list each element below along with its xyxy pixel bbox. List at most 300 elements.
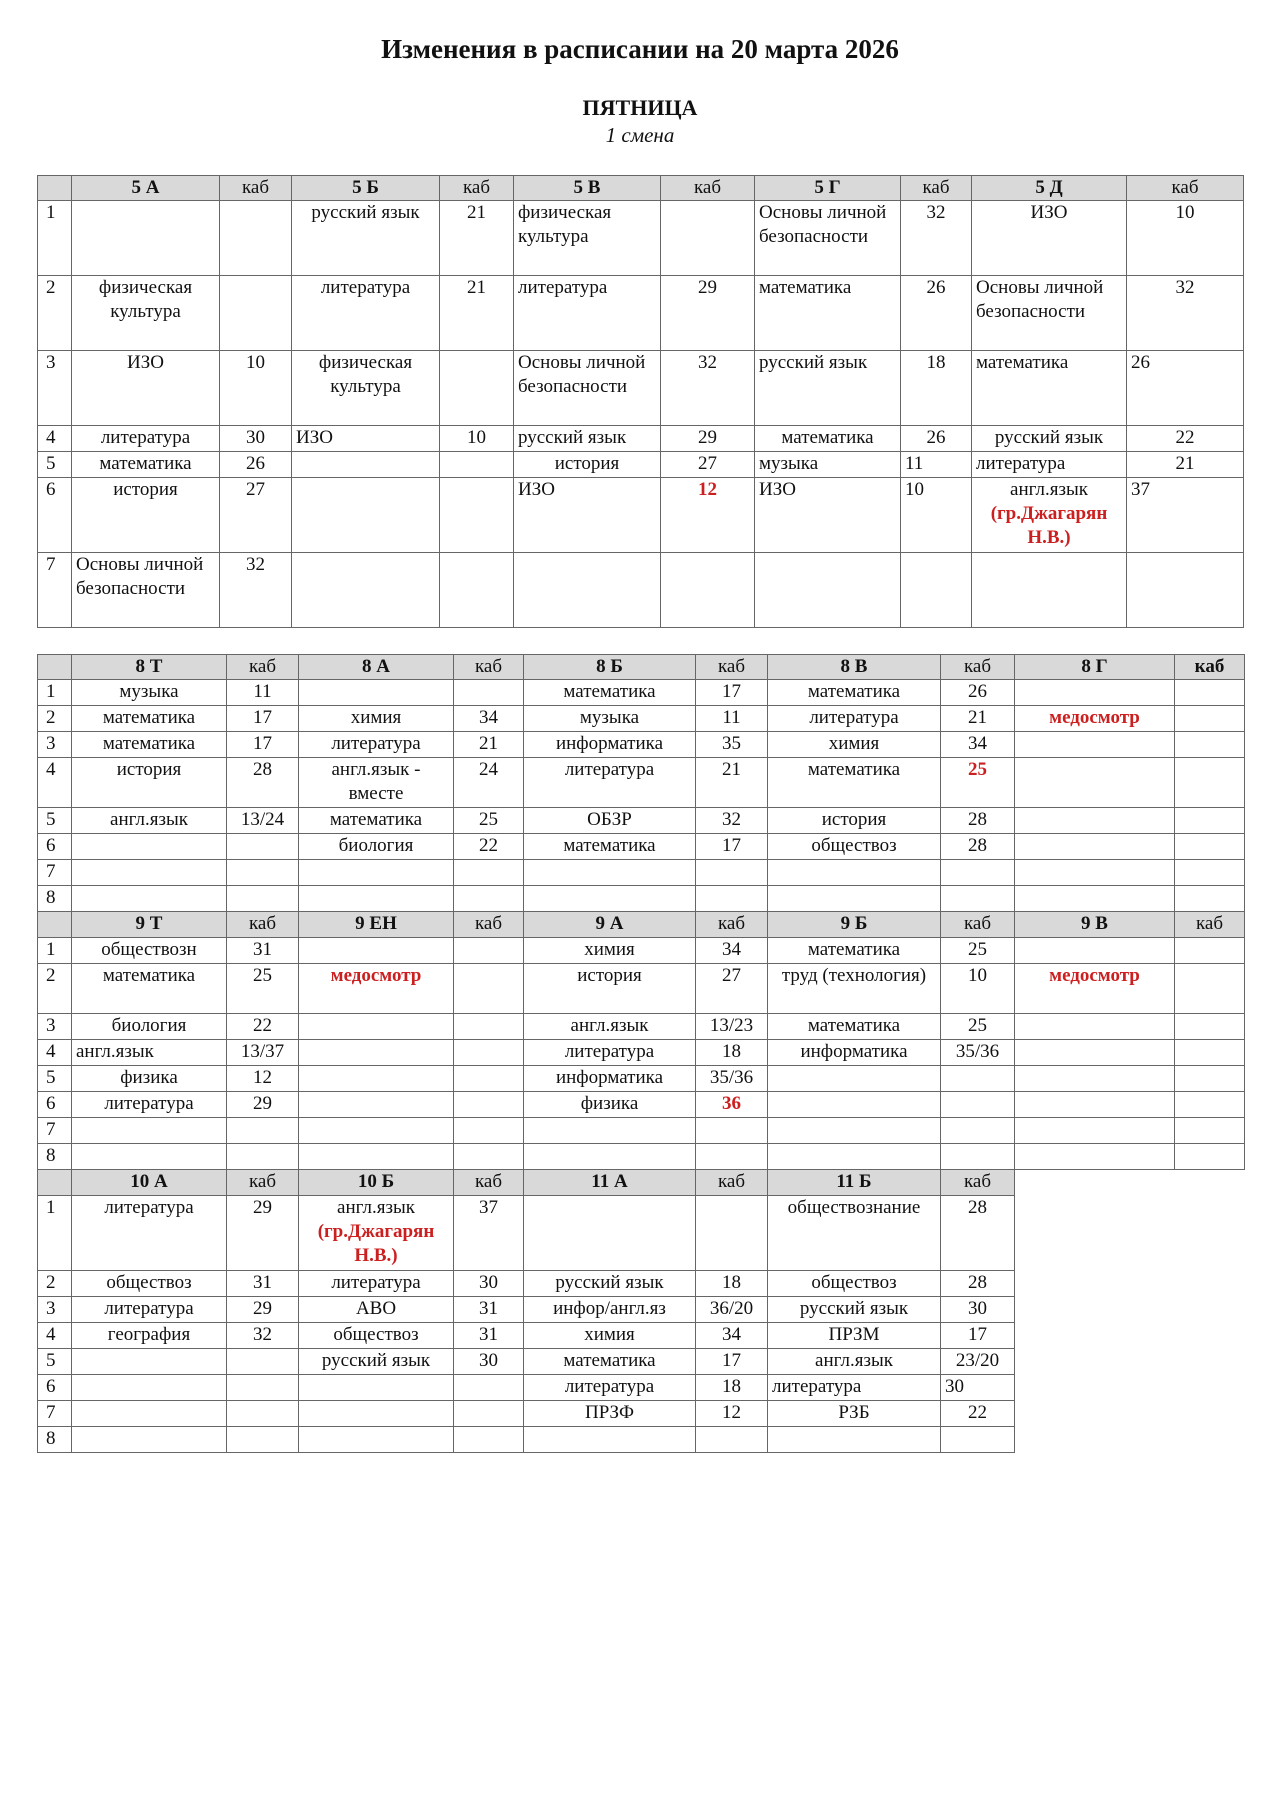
kab-header: каб — [661, 176, 755, 201]
subject-cell: химия — [524, 1323, 696, 1349]
room-cell — [454, 680, 524, 706]
subject-cell — [1015, 1144, 1175, 1170]
lesson-number: 6 — [38, 1092, 72, 1118]
subject-cell — [755, 553, 901, 628]
room-cell — [661, 553, 755, 628]
subject-cell: русский язык — [972, 426, 1127, 452]
table-row — [38, 1196, 1245, 1271]
class-header: 8 Т — [72, 655, 227, 680]
kab-header: каб — [1127, 176, 1244, 201]
table-row — [38, 1014, 1245, 1040]
room-cell: 27 — [661, 452, 755, 478]
subject-cell — [292, 553, 440, 628]
subject-cell — [299, 1375, 454, 1401]
room-cell — [941, 860, 1015, 886]
room-cell — [440, 553, 514, 628]
subject-text: англ.язык — [1010, 479, 1088, 500]
room-cell: 17 — [696, 834, 768, 860]
subject-cell: информатика — [524, 732, 696, 758]
subject-cell — [768, 1427, 941, 1453]
subject-cell: литература — [299, 732, 454, 758]
kab-header: каб — [696, 1170, 768, 1196]
room-cell: 32 — [220, 553, 292, 628]
subject-cell: англ.язык — [768, 1349, 941, 1375]
class-header: 10 Б — [299, 1170, 454, 1196]
room-cell: 26 — [220, 452, 292, 478]
table-row — [38, 1092, 1245, 1118]
room-cell: 17 — [696, 1349, 768, 1375]
subject-cell: математика — [768, 1014, 941, 1040]
class-header: 8 А — [299, 655, 454, 680]
room-cell: 31 — [454, 1297, 524, 1323]
room-cell — [440, 351, 514, 426]
subject-cell: обществоз — [768, 834, 941, 860]
room-cell: 32 — [696, 808, 768, 834]
room-cell: 26 — [941, 680, 1015, 706]
subject-cell: ИЗО — [292, 426, 440, 452]
room-cell: 25 — [454, 808, 524, 834]
kab-header: каб — [1175, 655, 1245, 680]
room-cell — [941, 1066, 1015, 1092]
subject-cell: история — [514, 452, 661, 478]
subject-cell: литература — [972, 452, 1127, 478]
room-cell: 27 — [220, 478, 292, 553]
subject-cell: литература — [524, 758, 696, 808]
table-row — [38, 1144, 1245, 1170]
lesson-number: 8 — [38, 886, 72, 912]
kab-header: каб — [227, 655, 299, 680]
subject-cell: англ.язык — [72, 808, 227, 834]
subject-cell: литература — [72, 426, 220, 452]
subject-cell — [72, 1401, 227, 1427]
lesson-number: 7 — [38, 1401, 72, 1427]
room-cell: 26 — [901, 426, 972, 452]
subject-cell — [1015, 1014, 1175, 1040]
kab-header: каб — [440, 176, 514, 201]
class-header: 9 Т — [72, 912, 227, 938]
subject-cell: история — [72, 478, 220, 553]
lesson-number: 7 — [38, 1118, 72, 1144]
subject-cell — [72, 1118, 227, 1144]
subject-cell — [524, 1118, 696, 1144]
lesson-number: 4 — [38, 1040, 72, 1066]
table-header-row — [38, 655, 1245, 680]
room-cell: 30 — [220, 426, 292, 452]
subject-cell: физическая культура — [292, 351, 440, 426]
subject-cell: музыка — [524, 706, 696, 732]
empty-area — [1015, 1349, 1245, 1375]
subject-cell: физика — [524, 1092, 696, 1118]
subject-cell — [299, 860, 454, 886]
lesson-number: 5 — [38, 452, 72, 478]
subject-cell — [299, 1066, 454, 1092]
subject-cell: история — [768, 808, 941, 834]
room-cell — [941, 1144, 1015, 1170]
class-header: 5 Б — [292, 176, 440, 201]
room-cell: 17 — [941, 1323, 1015, 1349]
room-cell: 29 — [227, 1297, 299, 1323]
subject-cell: музыка — [72, 680, 227, 706]
room-cell: 21 — [696, 758, 768, 808]
subject-cell: русский язык — [768, 1297, 941, 1323]
room-cell — [1175, 886, 1245, 912]
medical-exam-cell: медосмотр — [299, 964, 454, 1014]
kab-header: каб — [227, 1170, 299, 1196]
subject-cell: литература — [72, 1297, 227, 1323]
subject-cell: инфор/англ.яз — [524, 1297, 696, 1323]
subject-cell: математика — [524, 834, 696, 860]
kab-header: каб — [941, 1170, 1015, 1196]
room-cell: 23/20 — [941, 1349, 1015, 1375]
lesson-number: 7 — [38, 860, 72, 886]
subject-cell — [299, 1014, 454, 1040]
room-cell: 11 — [696, 706, 768, 732]
empty-area — [1015, 1297, 1245, 1323]
weekday-label: ПЯТНИЦА — [582, 95, 698, 120]
subject-cell — [768, 1092, 941, 1118]
room-cell — [941, 1118, 1015, 1144]
lesson-number: 5 — [38, 1349, 72, 1375]
room-cell: 21 — [454, 732, 524, 758]
subject-cell: история — [524, 964, 696, 1014]
room-cell: 18 — [696, 1271, 768, 1297]
class-header: 8 Б — [524, 655, 696, 680]
subject-cell: обществознание — [768, 1196, 941, 1271]
subject-cell — [299, 886, 454, 912]
room-cell — [1175, 860, 1245, 886]
room-cell: 31 — [454, 1323, 524, 1349]
lesson-number: 5 — [38, 808, 72, 834]
lesson-number: 3 — [38, 732, 72, 758]
room-cell — [454, 860, 524, 886]
room-cell — [941, 1427, 1015, 1453]
room-cell — [1175, 1092, 1245, 1118]
subject-cell: история — [72, 758, 227, 808]
lesson-number: 1 — [38, 938, 72, 964]
subject-cell: математика — [524, 680, 696, 706]
room-cell-changed: 25 — [941, 758, 1015, 808]
kab-header: каб — [454, 1170, 524, 1196]
room-cell: 12 — [696, 1401, 768, 1427]
room-cell — [1175, 1066, 1245, 1092]
subject-cell — [72, 1427, 227, 1453]
room-cell: 10 — [901, 478, 972, 553]
empty-area — [1015, 1427, 1245, 1453]
room-cell — [1175, 938, 1245, 964]
kab-header: каб — [901, 176, 972, 201]
subject-cell: Основы личной безопасности — [755, 201, 901, 276]
subject-cell: РЗБ — [768, 1401, 941, 1427]
room-cell — [1127, 553, 1244, 628]
subject-cell — [1015, 886, 1175, 912]
group-teacher-note: (гр.Джагарян Н.В.) — [317, 1221, 435, 1266]
group-teacher-note: (гр.Джагарян Н.В.) — [990, 503, 1108, 548]
room-cell: 35 — [696, 732, 768, 758]
subject-cell — [1015, 860, 1175, 886]
room-cell: 29 — [661, 276, 755, 351]
schedule-table-grades8-11 — [37, 654, 1245, 1453]
subject-cell — [72, 886, 227, 912]
lesson-number: 4 — [38, 758, 72, 808]
room-cell: 36/20 — [696, 1297, 768, 1323]
table-row — [38, 964, 1245, 1014]
room-cell — [454, 938, 524, 964]
lesson-number: 1 — [38, 201, 72, 276]
room-cell: 10 — [1127, 201, 1244, 276]
class-header: 9 А — [524, 912, 696, 938]
subject-cell — [299, 1427, 454, 1453]
room-cell: 26 — [1127, 351, 1244, 426]
room-cell: 28 — [227, 758, 299, 808]
subject-cell: литература — [72, 1196, 227, 1271]
subject-cell: англ.язык — [524, 1014, 696, 1040]
subject-cell — [524, 1427, 696, 1453]
table-row — [38, 1066, 1245, 1092]
subject-cell: ПРЗФ — [524, 1401, 696, 1427]
subject-cell — [524, 860, 696, 886]
lesson-number: 6 — [38, 478, 72, 553]
room-cell: 34 — [696, 938, 768, 964]
subject-cell — [1015, 938, 1175, 964]
subject-cell: обществоз — [768, 1271, 941, 1297]
subject-cell: ИЗО — [514, 478, 661, 553]
room-cell: 28 — [941, 1196, 1015, 1271]
table-header-row — [38, 1170, 1245, 1196]
subject-cell — [292, 478, 440, 553]
table-row — [38, 276, 1244, 351]
subject-cell — [72, 834, 227, 860]
subject-cell: литература — [514, 276, 661, 351]
lesson-number: 7 — [38, 553, 72, 628]
room-cell — [696, 860, 768, 886]
room-cell — [1175, 1144, 1245, 1170]
subject-cell: русский язык — [524, 1271, 696, 1297]
room-cell-changed: 36 — [696, 1092, 768, 1118]
subject-cell: англ.язык — [72, 1040, 227, 1066]
subject-cell — [1015, 680, 1175, 706]
subject-cell — [299, 680, 454, 706]
room-cell: 28 — [941, 808, 1015, 834]
room-cell: 22 — [454, 834, 524, 860]
subject-cell — [1015, 834, 1175, 860]
subject-cell: Основы личной безопасности — [514, 351, 661, 426]
room-cell: 25 — [941, 938, 1015, 964]
room-cell: 35/36 — [696, 1066, 768, 1092]
room-cell: 31 — [227, 938, 299, 964]
room-cell: 29 — [661, 426, 755, 452]
room-cell — [220, 276, 292, 351]
room-cell: 28 — [941, 1271, 1015, 1297]
table-row — [38, 886, 1245, 912]
class-header: 5 В — [514, 176, 661, 201]
table-row — [38, 452, 1244, 478]
empty-area — [1015, 1271, 1245, 1297]
table-header-row — [38, 912, 1245, 938]
room-cell — [661, 201, 755, 276]
subject-cell: математика — [72, 732, 227, 758]
room-cell — [1175, 834, 1245, 860]
subject-cell: русский язык — [755, 351, 901, 426]
kab-header: каб — [696, 655, 768, 680]
kab-header: каб — [1175, 912, 1245, 938]
table-row — [38, 1297, 1245, 1323]
table-row — [38, 808, 1245, 834]
subject-cell: физическая культура — [514, 201, 661, 276]
room-cell — [1175, 1040, 1245, 1066]
room-cell — [696, 1427, 768, 1453]
room-cell: 12 — [227, 1066, 299, 1092]
room-cell — [227, 834, 299, 860]
subject-cell: химия — [299, 706, 454, 732]
table-row — [38, 1427, 1245, 1453]
lesson-number: 2 — [38, 1271, 72, 1297]
lesson-number: 3 — [38, 1297, 72, 1323]
subject-cell: информатика — [524, 1066, 696, 1092]
table-row — [38, 201, 1244, 276]
kab-header: каб — [227, 912, 299, 938]
subject-cell: русский язык — [292, 201, 440, 276]
room-cell: 30 — [941, 1297, 1015, 1323]
lesson-number: 4 — [38, 1323, 72, 1349]
header-number — [38, 912, 72, 938]
subject-cell: ИЗО — [972, 201, 1127, 276]
room-cell — [454, 964, 524, 1014]
subject-cell: литература — [299, 1271, 454, 1297]
subject-cell: математика — [755, 276, 901, 351]
subject-cell: ПРЗМ — [768, 1323, 941, 1349]
table-row — [38, 732, 1245, 758]
subject-cell — [972, 553, 1127, 628]
subject-cell — [514, 553, 661, 628]
class-header: 9 ЕН — [299, 912, 454, 938]
subject-cell: математика — [768, 938, 941, 964]
room-cell — [454, 1014, 524, 1040]
room-cell — [227, 886, 299, 912]
room-cell — [454, 1066, 524, 1092]
room-cell: 10 — [220, 351, 292, 426]
room-cell: 21 — [440, 276, 514, 351]
kab-header: каб — [941, 655, 1015, 680]
subject-cell — [1015, 1092, 1175, 1118]
table-row — [38, 860, 1245, 886]
lesson-number: 1 — [38, 1196, 72, 1271]
class-header: 8 В — [768, 655, 941, 680]
room-cell: 29 — [227, 1196, 299, 1271]
room-cell: 32 — [227, 1323, 299, 1349]
room-cell: 32 — [901, 201, 972, 276]
kab-header: каб — [454, 655, 524, 680]
subject-cell: математика — [299, 808, 454, 834]
room-cell — [1175, 706, 1245, 732]
page-title: Изменения в расписании на 20 марта 2026 — [381, 34, 899, 64]
empty-area — [1015, 1401, 1245, 1427]
room-cell: 11 — [227, 680, 299, 706]
room-cell: 18 — [901, 351, 972, 426]
subject-cell — [299, 938, 454, 964]
room-cell: 35/36 — [941, 1040, 1015, 1066]
room-cell: 13/37 — [227, 1040, 299, 1066]
kab-header: каб — [696, 912, 768, 938]
subject-cell-group — [299, 1196, 454, 1271]
subject-cell — [524, 1144, 696, 1170]
room-cell — [696, 1196, 768, 1271]
room-cell — [901, 553, 972, 628]
subject-cell — [72, 201, 220, 276]
room-cell — [220, 201, 292, 276]
class-header: 5 Д — [972, 176, 1127, 201]
empty-area — [1015, 1323, 1245, 1349]
room-cell — [696, 1144, 768, 1170]
lesson-number: 8 — [38, 1144, 72, 1170]
table-header-row — [38, 176, 1244, 201]
subject-cell: музыка — [755, 452, 901, 478]
table-row — [38, 1375, 1245, 1401]
table-row — [38, 1118, 1245, 1144]
room-cell — [1175, 964, 1245, 1014]
room-cell — [454, 1144, 524, 1170]
medical-exam-cell: медосмотр — [1015, 706, 1175, 732]
room-cell — [1175, 758, 1245, 808]
room-cell — [941, 1092, 1015, 1118]
room-cell — [440, 452, 514, 478]
room-cell — [696, 886, 768, 912]
subject-cell: Основы личной безопасности — [972, 276, 1127, 351]
subject-cell: биология — [72, 1014, 227, 1040]
room-cell: 18 — [696, 1040, 768, 1066]
room-cell: 32 — [1127, 276, 1244, 351]
subject-cell: русский язык — [514, 426, 661, 452]
room-cell — [1175, 808, 1245, 834]
subject-cell — [1015, 1040, 1175, 1066]
header-number — [38, 1170, 72, 1196]
room-cell: 13/24 — [227, 808, 299, 834]
subject-cell: математика — [72, 706, 227, 732]
subject-cell: АВО — [299, 1297, 454, 1323]
room-cell: 21 — [1127, 452, 1244, 478]
class-header: 11 А — [524, 1170, 696, 1196]
subject-cell — [72, 860, 227, 886]
class-header: 10 А — [72, 1170, 227, 1196]
lesson-number: 5 — [38, 1066, 72, 1092]
subject-cell — [768, 1144, 941, 1170]
table-row — [38, 834, 1245, 860]
table-row — [38, 938, 1245, 964]
table-row — [38, 758, 1245, 808]
room-cell: 28 — [941, 834, 1015, 860]
table-row — [38, 426, 1244, 452]
room-cell: 24 — [454, 758, 524, 808]
room-cell — [1175, 1118, 1245, 1144]
room-cell — [454, 1427, 524, 1453]
subject-cell — [299, 1144, 454, 1170]
subject-cell: Основы личной безопасности — [72, 553, 220, 628]
subject-cell — [72, 1375, 227, 1401]
class-header: 11 Б — [768, 1170, 941, 1196]
room-cell: 37 — [1127, 478, 1244, 553]
room-cell — [454, 1401, 524, 1427]
subject-cell: информатика — [768, 1040, 941, 1066]
subject-cell: химия — [524, 938, 696, 964]
subject-cell: труд (технология) — [768, 964, 941, 1014]
subject-cell — [299, 1401, 454, 1427]
subject-cell — [768, 1118, 941, 1144]
subject-cell: математика — [755, 426, 901, 452]
subject-cell: русский язык — [299, 1349, 454, 1375]
subject-cell: литература — [768, 706, 941, 732]
subject-cell: математика — [72, 452, 220, 478]
subject-cell: математика — [972, 351, 1127, 426]
subject-cell: биология — [299, 834, 454, 860]
